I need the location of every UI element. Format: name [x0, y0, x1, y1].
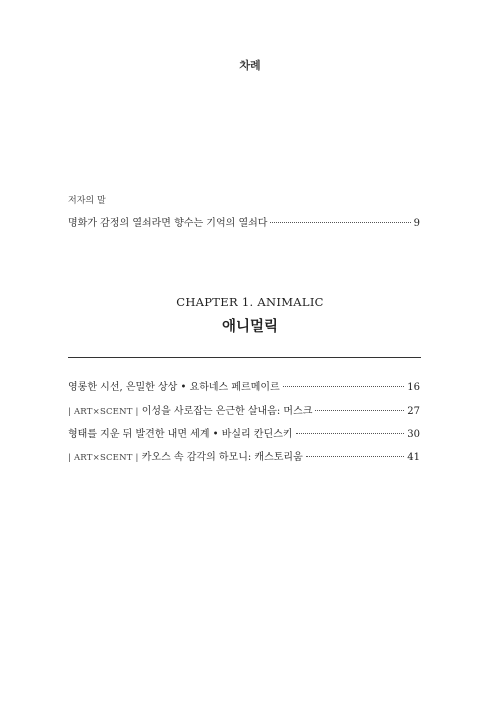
toc-entry-title	[68, 402, 312, 417]
toc-entry-page: 16	[407, 382, 420, 393]
toc-entry-text: 영롱한 시선, 은밀한 상상 • 요하네스 페르메이르	[68, 382, 280, 393]
toc-entry-preface[interactable]	[68, 214, 420, 228]
toc-entry[interactable]	[68, 378, 420, 392]
toc-entry-page: 27	[407, 406, 420, 417]
dot-leader	[306, 456, 405, 457]
toc-entry-page: 41	[407, 452, 420, 463]
toc-entry-page: 30	[407, 429, 420, 440]
toc-entry-text: 이성을 사로잡는 은근한 살내음: 머스크	[141, 406, 313, 417]
dot-leader	[315, 410, 404, 411]
toc-entry[interactable]	[68, 425, 420, 439]
toc-entry-title	[68, 378, 280, 393]
toc-entry[interactable]	[68, 448, 420, 462]
chapter-title-en: CHAPTER 1. ANIMALIC	[176, 295, 324, 309]
chapter-divider	[68, 357, 421, 358]
dot-leader	[270, 222, 410, 223]
toc-entry-title: 명화가 감정의 열쇠라면 향수는 기억의 열쇠다	[68, 218, 268, 229]
toc-entry-text: 형태를 지운 뒤 발견한 내면 세계 • 바실리 칸딘스키	[68, 429, 293, 440]
dot-leader	[296, 433, 405, 434]
toc-entry-text: 카오스 속 감각의 하모니: 캐스토리움	[141, 452, 303, 463]
toc-title: 차례	[239, 59, 261, 72]
toc-entry-title	[68, 448, 303, 463]
art-scent-tag: | ART×SCENT |	[68, 407, 139, 417]
chapter-title-ko: 애니멀릭	[221, 319, 279, 335]
toc-entry-page: 9	[413, 218, 420, 229]
toc-entry[interactable]	[68, 402, 420, 416]
art-scent-tag: | ART×SCENT |	[68, 453, 139, 463]
toc-entry-title	[68, 425, 293, 440]
dot-leader	[283, 386, 405, 387]
preface-heading: 저자의 말	[68, 196, 106, 206]
